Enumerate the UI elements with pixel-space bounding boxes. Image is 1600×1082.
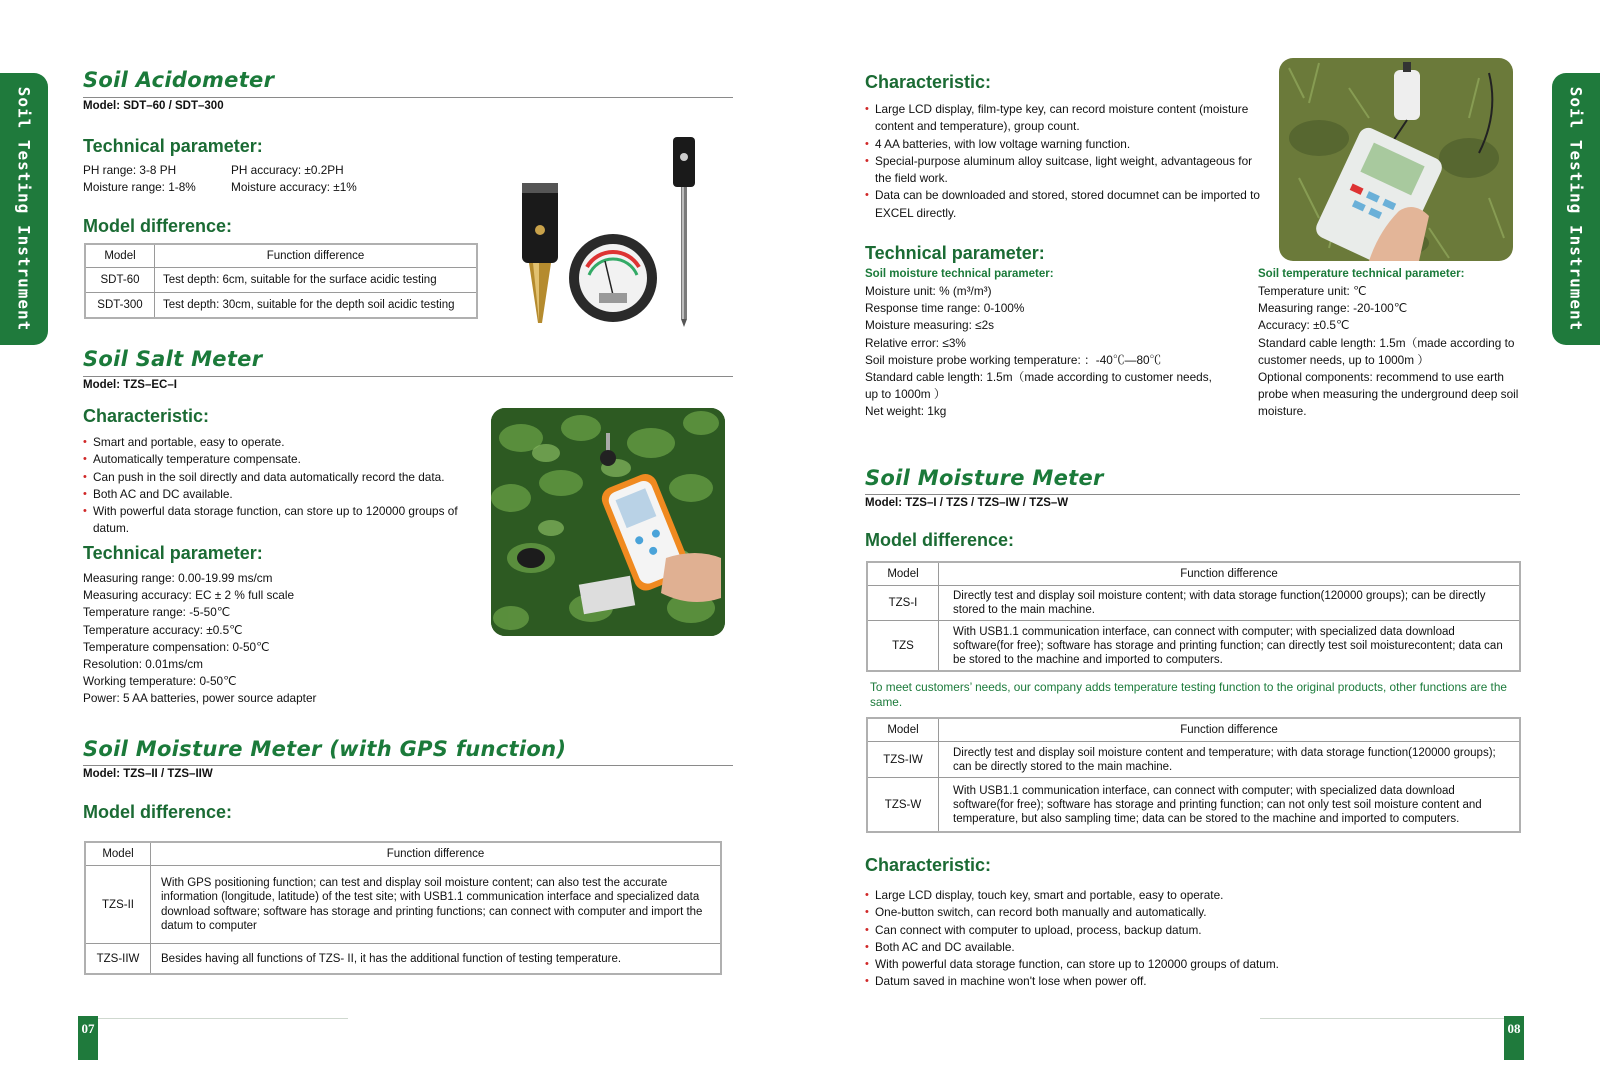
- acidometer-diff-title: Model difference:: [83, 216, 233, 236]
- table-header-function: Function difference: [151, 843, 721, 866]
- table-cell-model: TZS: [868, 621, 939, 671]
- acidometer-model: Model: SDT–60 / SDT–300: [83, 100, 224, 112]
- moisture-note: To meet customers’ needs, our company adds temperature testing function to the original products, other functions are the same.: [870, 680, 1507, 709]
- moisture-char-title: Characteristic:: [865, 855, 992, 875]
- list-item: • Large LCD display, touch key, smart and portable, easy to operate.: [865, 887, 1505, 904]
- side-tab-label: Soil Testing Instrument: [14, 86, 34, 332]
- moisture-table-2: [867, 718, 1520, 832]
- salt-param: Power: 5 AA batteries, power source adapter: [83, 691, 317, 706]
- gps-table: [85, 842, 721, 974]
- table-cell-function: With USB1.1 communication interface, can connect with computer; with specialized data download software(for free); software has storage and printing function; can directly test soil moisturecontent; data can be stored to the machine and imported to computers.: [939, 621, 1520, 671]
- list-item: • Can push in the soil directly and data automatically record the data.: [83, 469, 468, 486]
- list-item: • With powerful data storage function, can store up to 120000 groups of datum.: [83, 503, 468, 538]
- moisture-param: Moisture unit: % (m³/m³): [865, 284, 992, 298]
- moisture-param: Moisture measuring: ≤2s: [865, 318, 995, 333]
- moisture-param: Relative error: ≤3%: [865, 335, 966, 350]
- moisture-params: [865, 283, 1225, 421]
- list-item: • Both AC and DC available.: [865, 939, 1505, 956]
- moisture-model: Model: TZS–I / TZS / TZS–IW / TZS–W: [865, 497, 1069, 509]
- table-header-model: Model: [86, 843, 151, 866]
- moisture-param: Response time range: 0-100%: [865, 301, 1025, 316]
- acidometer-title: Soil Acidometer: [83, 68, 275, 92]
- salt-param: Resolution: 0.01ms/cm: [83, 657, 203, 672]
- salt-param: Working temperature: 0-50℃: [83, 674, 237, 689]
- moisture-param: Standard cable length: 1.5m（made according to customer needs, up to 1000m ）: [865, 370, 1212, 402]
- table-cell-function: Besides having all functions of TZS- II, it has the additional function of testing temperature.: [151, 944, 721, 974]
- moisture-meter-photo: [1279, 58, 1513, 261]
- side-tab-label: Soil Testing Instrument: [1566, 86, 1586, 332]
- salt-title: Soil Salt Meter: [83, 347, 263, 371]
- table-header-function: Function difference: [939, 719, 1520, 742]
- temperature-param: Standard cable length: 1.5m（made according to customer needs, up to 1000m ）: [1258, 335, 1515, 367]
- table-cell-function: Test depth: 6cm, suitable for the surface acidic testing: [155, 268, 477, 293]
- table-cell-model: TZS-IIW: [86, 944, 151, 974]
- moisture-param: Net weight: 1kg: [865, 404, 947, 419]
- list-item: • Data can be downloaded and stored, stored documnet can be imported to EXCEL directly.: [865, 187, 1260, 222]
- gps-title: Soil Moisture Meter (with GPS function): [83, 737, 567, 761]
- divider: [83, 765, 733, 766]
- salt-param: Temperature accuracy: ±0.5℃: [83, 622, 243, 637]
- list-item: • Datum saved in machine won't lose when power off.: [865, 973, 1505, 990]
- acidometer-param-ph-accuracy: PH accuracy: ±0.2PH: [231, 163, 344, 177]
- list-item: • Both AC and DC available.: [83, 486, 468, 503]
- moisture-title: Soil Moisture Meter: [865, 466, 1104, 490]
- acidometer-param-ph-range: PH range: 3-8 PH: [83, 163, 177, 177]
- list-item: • Large LCD display, film-type key, can record moisture content (moisture content and temperature), group count.: [865, 101, 1260, 136]
- salt-characteristics: [83, 434, 468, 538]
- list-item: • Smart and portable, easy to operate.: [83, 434, 468, 451]
- salt-param: Temperature compensation: 0-50℃: [83, 639, 270, 654]
- table-cell-model: TZS-II: [86, 866, 151, 944]
- footer-line: [98, 1018, 348, 1019]
- table-cell-model: SDT-300: [86, 293, 155, 318]
- right-page: [800, 0, 1600, 1082]
- divider: [83, 97, 733, 98]
- moisture-subtitle: Soil moisture technical parameter:: [865, 268, 1054, 280]
- table-cell-function: Directly test and display soil moisture content and temperature; with data storage function(120000 groups); can be directly stored to the main machine.: [939, 742, 1520, 778]
- acidometer-table: [85, 244, 477, 318]
- list-item: • Can connect with computer to upload, process, backup datum.: [865, 922, 1505, 939]
- salt-param: Measuring accuracy: EC ± 2 % full scale: [83, 588, 295, 603]
- salt-param: Measuring range: 0.00-19.99 ms/cm: [83, 571, 273, 585]
- table-cell-function: Test depth: 30cm, suitable for the depth soil acidic testing: [155, 293, 477, 318]
- gps-model: Model: TZS–II / TZS–IIW: [83, 768, 213, 780]
- table-header-function: Function difference: [155, 245, 477, 268]
- table-cell-model: TZS-I: [868, 586, 939, 621]
- list-item: • Automatically temperature compensate.: [83, 451, 468, 468]
- salt-params: [83, 570, 316, 708]
- table-cell-function: With USB1.1 communication interface, can connect with computer; with specialized data download software(for free); software has storage and printing function; can not only test soil moisture content and temperature, but also sampling time; data can be stored to the machine and imported to computers.: [939, 778, 1520, 832]
- moisture-param: Soil moisture probe working temperature: ：-40℃—80℃: [865, 352, 1162, 367]
- table-header-model: Model: [868, 719, 939, 742]
- moisture-characteristics: [865, 887, 1505, 991]
- divider: [865, 494, 1520, 495]
- salt-meter-photo: [491, 408, 725, 636]
- page-number-right: 08: [1504, 1016, 1524, 1060]
- list-item: • One-button switch, can record both manually and automatically.: [865, 904, 1505, 921]
- acidometer-product-image: [515, 135, 725, 330]
- list-item: • With powerful data storage function, can store up to 120000 groups of datum.: [865, 956, 1505, 973]
- salt-char-title: Characteristic:: [83, 406, 210, 426]
- salt-tech-title: Technical parameter:: [83, 543, 263, 563]
- page-number-left: 07: [78, 1016, 98, 1060]
- acidometer-tech-title: Technical parameter:: [83, 136, 263, 156]
- right-tech-title: Technical parameter:: [865, 243, 1045, 263]
- side-tab-left: [0, 73, 48, 345]
- moisture-diff-title: Model difference:: [865, 530, 1015, 550]
- side-tab-right: [1552, 73, 1600, 345]
- temperature-param: Temperature unit: ℃: [1258, 284, 1367, 298]
- divider: [83, 376, 733, 377]
- salt-model: Model: TZS–EC–I: [83, 379, 177, 391]
- top-characteristics: [865, 101, 1260, 222]
- table-cell-function: With GPS positioning function; can test and display soil moisture content; can also test the accurate information (longitude, latitude) of the test site; with USB1.1 communication interface and specialized data download software; software has storage and printing functions; can connect with computer and import the datum to computer: [151, 866, 721, 944]
- table-cell-model: SDT-60: [86, 268, 155, 293]
- footer-line: [1260, 1018, 1510, 1019]
- table-header-model: Model: [86, 245, 155, 268]
- list-item: • Special-purpose aluminum alloy suitcase, light weight, advantageous for the field work.: [865, 153, 1260, 188]
- temperature-param: Measuring range: -20-100℃: [1258, 301, 1407, 316]
- moisture-table-1: [867, 562, 1520, 671]
- temperature-params: [1258, 283, 1523, 421]
- table-cell-model: TZS-IW: [868, 742, 939, 778]
- salt-param: Temperature range: -5-50℃: [83, 605, 231, 620]
- gps-diff-title: Model difference:: [83, 802, 233, 822]
- table-cell-model: TZS-W: [868, 778, 939, 832]
- table-cell-function: Directly test and display soil moisture content; with data storage function(120000 groups); can be directly stored to the main machine.: [939, 586, 1520, 621]
- list-item: • 4 AA batteries, with low voltage warning function.: [865, 136, 1260, 153]
- temperature-subtitle: Soil temperature technical parameter:: [1258, 268, 1465, 280]
- table-header-model: Model: [868, 563, 939, 586]
- table-header-function: Function difference: [939, 563, 1520, 586]
- top-char-title: Characteristic:: [865, 72, 992, 92]
- temperature-param: Accuracy: ±0.5℃: [1258, 318, 1350, 333]
- temperature-param: Optional components: recommend to use earth probe when measuring the underground deep soil moisture.: [1258, 370, 1519, 419]
- acidometer-param-moisture-accuracy: Moisture accuracy: ±1%: [231, 180, 357, 194]
- acidometer-param-moisture-range: Moisture range: 1-8%: [83, 180, 196, 194]
